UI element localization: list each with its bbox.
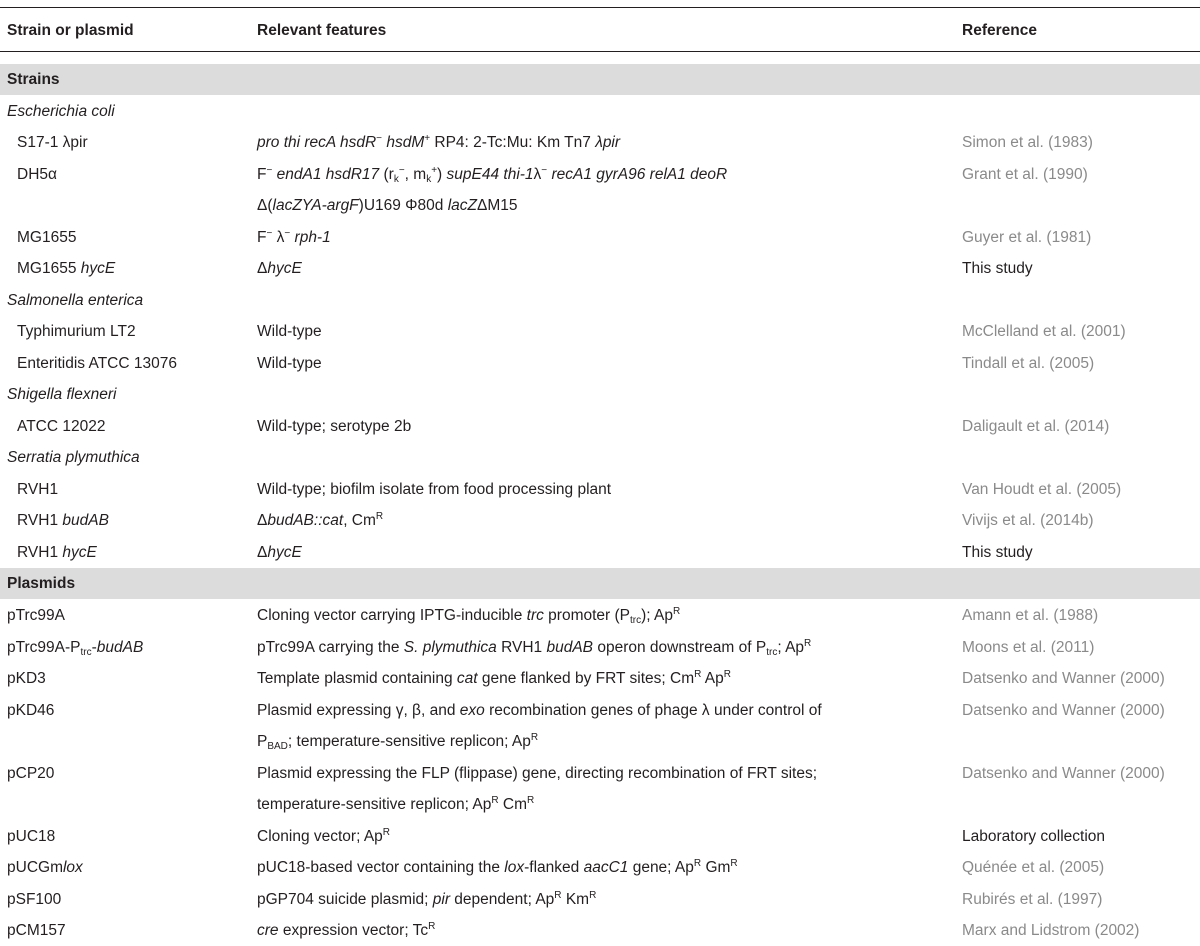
species-label: Shigella flexneri [7, 386, 117, 403]
table-row [0, 915, 1200, 946]
relevant-features: Wild-type [257, 355, 322, 372]
reference-link[interactable]: Amann et al. (1988) [962, 607, 1099, 624]
plasmid-name: pUC18 [7, 828, 56, 845]
strain-name: S17-1 λpir [17, 134, 88, 151]
relevant-features: cre expression vector; $Tc^R$ [257, 921, 436, 939]
table-row [0, 663, 1200, 694]
table-row [0, 253, 1200, 284]
reference-link[interactable]: Tindall et al. (2005) [962, 355, 1095, 372]
table-row-continuation [0, 190, 1200, 221]
relevant-features: Plasmid expressing the FLP (flippase) gene, directing recombination of FRT sites; [257, 765, 817, 782]
table-row [0, 505, 1200, 536]
table-row [0, 695, 1200, 726]
table-row [0, 758, 1200, 789]
relevant-features: pro thi recA hsdR− hsdM+ RP4: 2-Tc:Mu: Km Tn7 λpir [257, 133, 621, 151]
relevant-features: Template plasmid containing cat gene flanked by FRT sites; $Cm^R$ $Ap^R$ [257, 669, 731, 687]
species-shigella-flexneri [0, 379, 1200, 410]
strain-name: RVH1 [17, 481, 59, 498]
table-row [0, 537, 1200, 568]
table-row [0, 348, 1200, 379]
relevant-features: pTrc99A carrying the S. plymuthica RVH1 budAB operon downstream of $P_{trc}$; $Ap^R$ [257, 638, 812, 658]
table-row [0, 159, 1200, 190]
table-row [0, 316, 1200, 347]
reference-link[interactable]: Simon et al. (1983) [962, 134, 1093, 151]
reference-link[interactable]: Moons et al. (2011) [962, 639, 1095, 656]
relevant-features: Wild-type; biofilm isolate from food processing plant [257, 481, 612, 498]
plasmid-name: pKD3 [7, 670, 46, 687]
header-rule [0, 51, 1200, 52]
section-plasmids [0, 568, 1200, 599]
species-escherichia-coli [0, 96, 1200, 127]
reference-link[interactable]: Vivijs et al. (2014b) [962, 512, 1094, 529]
reference-link[interactable]: Quénée et al. (2005) [962, 859, 1105, 876]
strain-name: Typhimurium LT2 [17, 323, 136, 340]
relevant-features: Cloning vector; $Ap^R$ [257, 827, 391, 845]
relevant-features: Cloning vector carrying IPTG-inducible trc promoter $(P_{trc})$; $Ap^R$ [257, 606, 681, 626]
reference-link[interactable]: Daligault et al. (2014) [962, 418, 1110, 435]
plasmid-name: pUCGmlox [7, 859, 83, 876]
table-row [0, 821, 1200, 852]
section-plasmids-label: Plasmids [7, 575, 76, 592]
table-row [0, 127, 1200, 158]
section-strains [0, 64, 1200, 95]
reference: This study [962, 260, 1033, 277]
reference-link[interactable]: McClelland et al. (2001) [962, 323, 1126, 340]
table-row [0, 474, 1200, 505]
species-serratia-plymuthica [0, 442, 1200, 473]
reference-link[interactable]: Marx and Lidstrom (2002) [962, 922, 1140, 939]
section-strains-label: Strains [7, 71, 60, 88]
table-header [0, 14, 1200, 48]
relevant-features: pGP704 suicide plasmid; pir dependent; $Ap^R$ $Km^R$ [257, 890, 597, 908]
reference-link[interactable]: Rubirés et al. (1997) [962, 891, 1103, 908]
relevant-features: Wild-type; serotype 2b [257, 418, 412, 435]
reference-link[interactable]: Datsenko and Wanner (2000) [962, 765, 1165, 782]
header-reference: Reference [962, 22, 1037, 39]
table-row [0, 411, 1200, 442]
table-row [0, 852, 1200, 883]
species-label: Salmonella enterica [7, 292, 144, 309]
relevant-features: Δ(lacZYA-argF)U169 Φ80d lacZΔM15 [257, 197, 518, 214]
relevant-features: F− λ− rph-1 [257, 228, 331, 246]
strain-name: Enteritidis ATCC 13076 [17, 355, 177, 372]
table-row [0, 884, 1200, 915]
strain-name: DH5α [17, 166, 57, 183]
strain-name: RVH1 hycE [17, 544, 97, 561]
plasmid-name: pTrc99A [7, 607, 66, 624]
reference-link[interactable]: Datsenko and Wanner (2000) [962, 702, 1165, 719]
reference-link[interactable]: Guyer et al. (1981) [962, 229, 1092, 246]
strain-name: ATCC 12022 [17, 418, 106, 435]
header-relevant-features: Relevant features [257, 22, 387, 39]
table-row-continuation [0, 726, 1200, 757]
top-rule [0, 7, 1200, 8]
relevant-features: ΔbudAB::cat, $Cm^R$ [257, 511, 384, 529]
relevant-features: Plasmid expressing γ, β, and exo recombination genes of phage λ under control of [257, 702, 822, 719]
plasmid-name: pCM157 [7, 922, 66, 939]
relevant-features: Wild-type [257, 323, 322, 340]
plasmid-name: pKD46 [7, 702, 55, 719]
species-salmonella-enterica [0, 285, 1200, 316]
plasmid-name: pSF100 [7, 891, 62, 908]
plasmid-name: pCP20 [7, 765, 55, 782]
relevant-features: ΔhycE [257, 544, 302, 561]
table-row [0, 632, 1200, 663]
relevant-features: $P_{BAD}$; temperature-sensitive replicon; $Ap^R$ [257, 732, 539, 752]
header-strain-or-plasmid: Strain or plasmid [7, 22, 134, 39]
table-row-continuation [0, 789, 1200, 820]
reference: This study [962, 544, 1033, 561]
reference-link[interactable]: Van Houdt et al. (2005) [962, 481, 1122, 498]
table-row [0, 600, 1200, 631]
table-row [0, 222, 1200, 253]
strain-name: MG1655 hycE [17, 260, 116, 277]
relevant-features: temperature-sensitive replicon; $Ap^R$ $Cm^R$ [257, 795, 535, 813]
species-label: Serratia plymuthica [7, 449, 140, 466]
strain-name: RVH1 budAB [17, 512, 109, 529]
strain-name: MG1655 [17, 229, 77, 246]
relevant-features: F− endA1 hsdR17 ($r_k^-$, $m_k^+$) supE44 thi-1λ− recA1 gyrA96 relA1 deoR [257, 165, 728, 185]
reference: Laboratory collection [962, 828, 1106, 845]
relevant-features: ΔhycE [257, 260, 302, 277]
species-label: Escherichia coli [7, 103, 115, 120]
reference-link[interactable]: Grant et al. (1990) [962, 166, 1088, 183]
plasmid-name: $pTrc99A-P_{trc}$-budAB [7, 639, 144, 658]
relevant-features: pUC18-based vector containing the lox-flanked aacC1 gene; $Ap^R$ $Gm^R$ [257, 858, 738, 876]
reference-link[interactable]: Datsenko and Wanner (2000) [962, 670, 1165, 687]
